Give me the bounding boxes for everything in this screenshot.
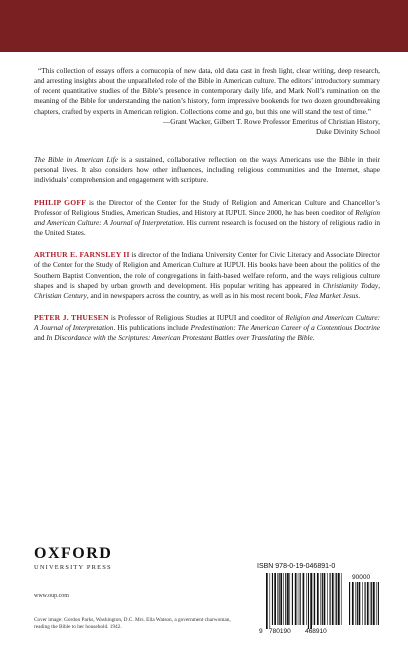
bio-text: and [34,333,47,343]
bio-text: . [358,290,361,300]
bio-text: . His publications include [113,323,191,333]
barcode-bar [272,573,273,625]
attribution-line-2: Duke Divinity School [315,126,380,136]
bio-italic: Religion and American Culture: A Journal of Interpretation [34,312,380,333]
book-title: The Bible in American Life [34,155,118,165]
bio-philip-goff [34,198,380,239]
bio-italic: Flea Market Jesus [304,290,359,300]
author-name: ARTHUR E. FARNSLEY II [34,250,130,260]
barcode-right-digits: 468910 [305,628,327,635]
bio-peter-thuesen [34,313,380,343]
barcode-bar [335,573,336,625]
barcode-bar [287,573,289,625]
bio-text: is Professor of Religious Studies at IUPUI and coeditor of [108,312,286,322]
barcode-bar [300,573,301,625]
barcode-bar [313,573,314,625]
barcode-bar [357,582,358,625]
bio-italic: Christianity Today [322,280,379,290]
barcode-bar [362,582,363,625]
barcode-bar [341,573,342,625]
bio-italic: Christian Century [34,290,87,300]
barcode-bar [365,582,366,625]
barcode-bar [332,573,334,625]
barcode-bar [330,573,331,625]
barcode-bar [370,582,371,625]
bio-italic: In Discordance with the Scriptures: American Protestant Battles over Translating the Bible [46,333,313,343]
publisher-url: www.oup.com [34,593,69,599]
barcode-bar [289,573,290,625]
barcode-bar [280,573,282,625]
oxford-logo [34,545,144,571]
bio-italic: Religion and American Culture: A Journal of Interpretation [34,207,380,227]
top-color-band [0,0,408,52]
barcode-bar [376,582,377,625]
bio-text: is director of the Indiana University Center for Civic Literacy and Associate Director of the Center for the Study of Religion and American Culture at IUPUI. His books have been about the politics of the Southern Baptist Convention, the role of congregations in faith-based welfare reform, and the ways religious culture shapes and is shaped by urban growth and development. His popular writing has appeared in [34,250,380,290]
logo-subtitle: UNIVERSITY PRESS [34,564,112,571]
barcode-left-digits: 780190 [269,628,291,635]
barcode-bar [279,573,280,625]
barcode-bar [352,582,354,625]
barcode-bar [322,573,323,625]
cover-image-credit: Cover image: Gordon Parks, Washington, D.C. Mrs. Ella Watson, a government charwoman, reading the Bible to her household. 1942. [34,617,231,630]
barcode-bar [359,582,361,625]
back-cover-text [34,66,380,343]
barcode-bar [324,573,326,625]
barcode-bar [336,573,337,625]
barcode-bar [355,582,356,625]
barcode-bar [310,573,312,629]
barcode-bar [292,573,293,625]
logo-wordmark: OXFORD [34,545,113,562]
barcode-bar [274,573,276,625]
bio-italic: Predestination: The American Career of a Contentious Doctrine [190,323,381,333]
barcode-bar [320,573,321,625]
barcode-bar [317,573,319,625]
description-text: is a sustained, collaborative reflection on the ways Americans use the Bible in their personal lives. It also considers how other influences, including religious communities and the Internet, shape individuals’ comprehension and engagement with scripture. [34,155,381,185]
barcode-bar [295,573,297,625]
barcode-bar [266,573,268,629]
bio-text: , and in newspapers across the country, as well as in his most recent book, [86,290,305,300]
barcode-bar [378,582,379,625]
barcode-price-code: 90000 [352,574,371,581]
isbn-label: ISBN 978-0-19-046891-0 [257,563,336,570]
book-description [34,155,380,185]
barcode-bar [306,573,307,625]
bio-text: , [378,280,381,290]
endorsement-attribution [34,117,380,137]
barcode-bar [314,573,315,625]
bio-text: . His current research is focused on the history of religious radio in the United States. [34,217,381,238]
barcode-bar [308,573,309,629]
barcode-bar [285,573,286,625]
barcode-bar [277,573,278,625]
barcode-bar [349,582,350,625]
barcode-bar [371,582,372,625]
barcode-lead-digit: 9 [259,628,263,635]
bio-arthur-farnsley [34,250,380,301]
barcode-bar [283,573,284,625]
bio-text: . [312,333,315,343]
endorsement-quote: “This collection of essays offers a cornucopia of new data, old data cast in fresh light, clear writing, deep research, and arresting insights about the unparalleled role of the Bible in American culture. The editors’ introductory summary of recent quantitative studies of the Bible’s presence in contemporary daily life, and Mark Noll’s rumination on the meaning of the Bible for understanding the nation’s history, form impressive bookends for two dozen groundbreaking chapters, crafted by experts in American religion. Collections come and go, but this one will stand the test of time.” [34,66,380,116]
barcode-bar [303,573,305,625]
bio-text: is the Director of the Center for the Study of Religion and American Culture and Chancellor’s Professor of Religious Studies, American Studies, and History at IUPUI. Since 2000, he has been coeditor of [34,197,380,217]
author-name: PHILIP GOFF [34,197,87,207]
barcode-bar [270,573,271,629]
barcode-graphic [257,571,383,635]
author-name: PETER J. THUESEN [34,312,109,322]
barcode-bar [367,582,369,625]
barcode-main-bars [266,573,342,629]
isbn-barcode [257,571,383,635]
barcode-bar [338,573,340,625]
barcode-bar [327,573,328,625]
attribution-line-1: —Grant Wacker, Gilbert T. Rowe Professor Emeritus of Christian History, [162,116,380,126]
barcode-bar [373,582,375,625]
barcode-bar [298,573,299,625]
